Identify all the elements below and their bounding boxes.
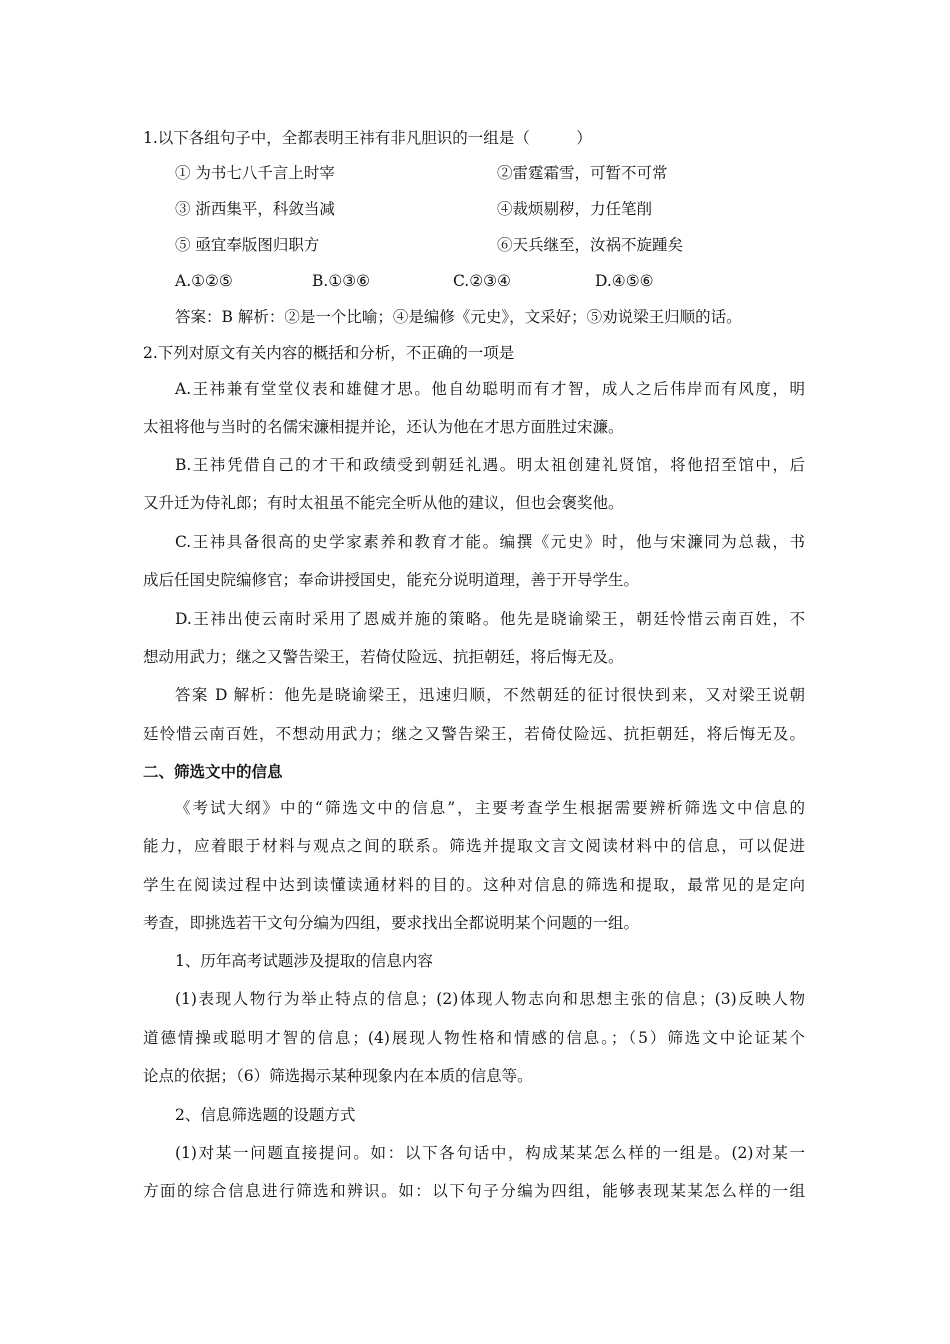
sub2-line-1: (1)对某一问题直接提问。如：以下各句话中，构成某某怎么样的一组是。(2)对某一 [175,1144,805,1162]
q2-stem: 2.下列对原文有关内容的概括和分析，不正确的一项是 [143,344,515,362]
intro-line-1: 《考试大纲》中的“筛选文中的信息”，主要考查学生根据需要辨析筛选文中信息的 [175,799,805,817]
q1-choice-b: B.①③⑥ [312,272,371,290]
q2-option-a-line2: 太祖将他与当时的名儒宋濂相提并论，还认为他在才思方面胜过宋濂。 [143,418,624,436]
q2-option-c-line2: 成后任国史院编修官；奉命讲授国史，能充分说明道理，善于开导学生。 [143,571,640,589]
q2-option-b-line2: 又升迁为侍礼郎；有时太祖虽不能完全听从他的建议，但也会褒奖他。 [143,494,624,512]
q1-option-2: ②雷霆霜雪，可暂不可常 [497,164,668,182]
intro-line-4: 考查，即挑选若干文句分编为四组，要求找出全都说明某个问题的一组。 [143,914,640,932]
q1-choice-a: A.①②⑤ [175,272,233,290]
q1-stem: 1.以下各组句子中，全都表明王祎有非凡胆识的一组是（ ） [143,129,592,147]
q2-option-a-line1: A.王祎兼有堂堂仪表和雄健才思。他自幼聪明而有才智，成人之后伟岸而有风度，明 [175,380,805,398]
subheading-2: 2、信息筛选题的设题方式 [175,1106,356,1124]
sub2-line-2: 方面的综合信息进行筛选和辨识。如：以下句子分编为四组，能够表现某某怎么样的一组 [143,1182,805,1200]
q1-option-4: ④裁烦剔秽，力任笔削 [497,200,653,218]
section-heading: 二、筛选文中的信息 [143,763,283,781]
subheading-1: 1、历年高考试题涉及提取的信息内容 [175,952,433,970]
q2-option-d-line2: 想动用武力；继之又警告梁王，若倚仗险远、抗拒朝廷，将后悔无及。 [143,648,624,666]
q1-choice-c: C.②③④ [453,272,511,290]
q1-option-1: ① 为书七八千言上时宰 [175,164,335,182]
q2-answer-line2: 廷怜惜云南百姓，不想动用武力；继之又警告梁王，若倚仗险远、抗拒朝廷，将后悔无及。 [143,725,805,743]
q1-answer: 答案：B 解析：②是一个比喻；④是编修《元史》，文采好；⑤劝说梁王归顺的话。 [175,308,742,326]
intro-line-3: 学生在阅读过程中达到读懂读通材料的目的。这种对信息的筛选和提取，最常见的是定向 [143,876,805,894]
sub1-line-1: (1)表现人物行为举止特点的信息；(2)体现人物志向和思想主张的信息；(3)反映人物 [175,990,805,1008]
q1-option-3: ③ 浙西集平，科敛当减 [175,200,335,218]
intro-line-2: 能力，应着眼于材料与观点之间的联系。筛选并提取文言文阅读材料中的信息，可以促进 [143,837,805,855]
q1-option-5: ⑤ 亟宜奉版图归职方 [175,236,320,254]
q1-option-6: ⑥天兵继至，汝祸不旋踵矣 [497,236,684,254]
q2-answer-line1: 答案 D 解析：他先是晓谕梁王，迅速归顺，不然朝廷的征讨很快到来，又对梁王说朝 [175,686,805,704]
q2-option-c-line1: C.王祎具备很高的史学家素养和教育才能。编撰《元史》时，他与宋濂同为总裁，书 [175,533,805,551]
sub1-line-2: 道德情操或聪明才智的信息；(4)展现人物性格和情感的信息。；（5）筛选文中论证某个 [143,1029,805,1047]
q2-option-d-line1: D.王祎出使云南时采用了恩威并施的策略。他先是晓谕梁王，朝廷怜惜云南百姓，不 [175,610,805,628]
sub1-line-3: 论点的依据；（6）筛选揭示某种现象内在本质的信息等。 [143,1067,533,1085]
q2-option-b-line1: B.王祎凭借自己的才干和政绩受到朝廷礼遇。明太祖创建礼贤馆，将他招至馆中，后 [175,456,805,474]
q1-choice-d: D.④⑤⑥ [595,272,654,290]
